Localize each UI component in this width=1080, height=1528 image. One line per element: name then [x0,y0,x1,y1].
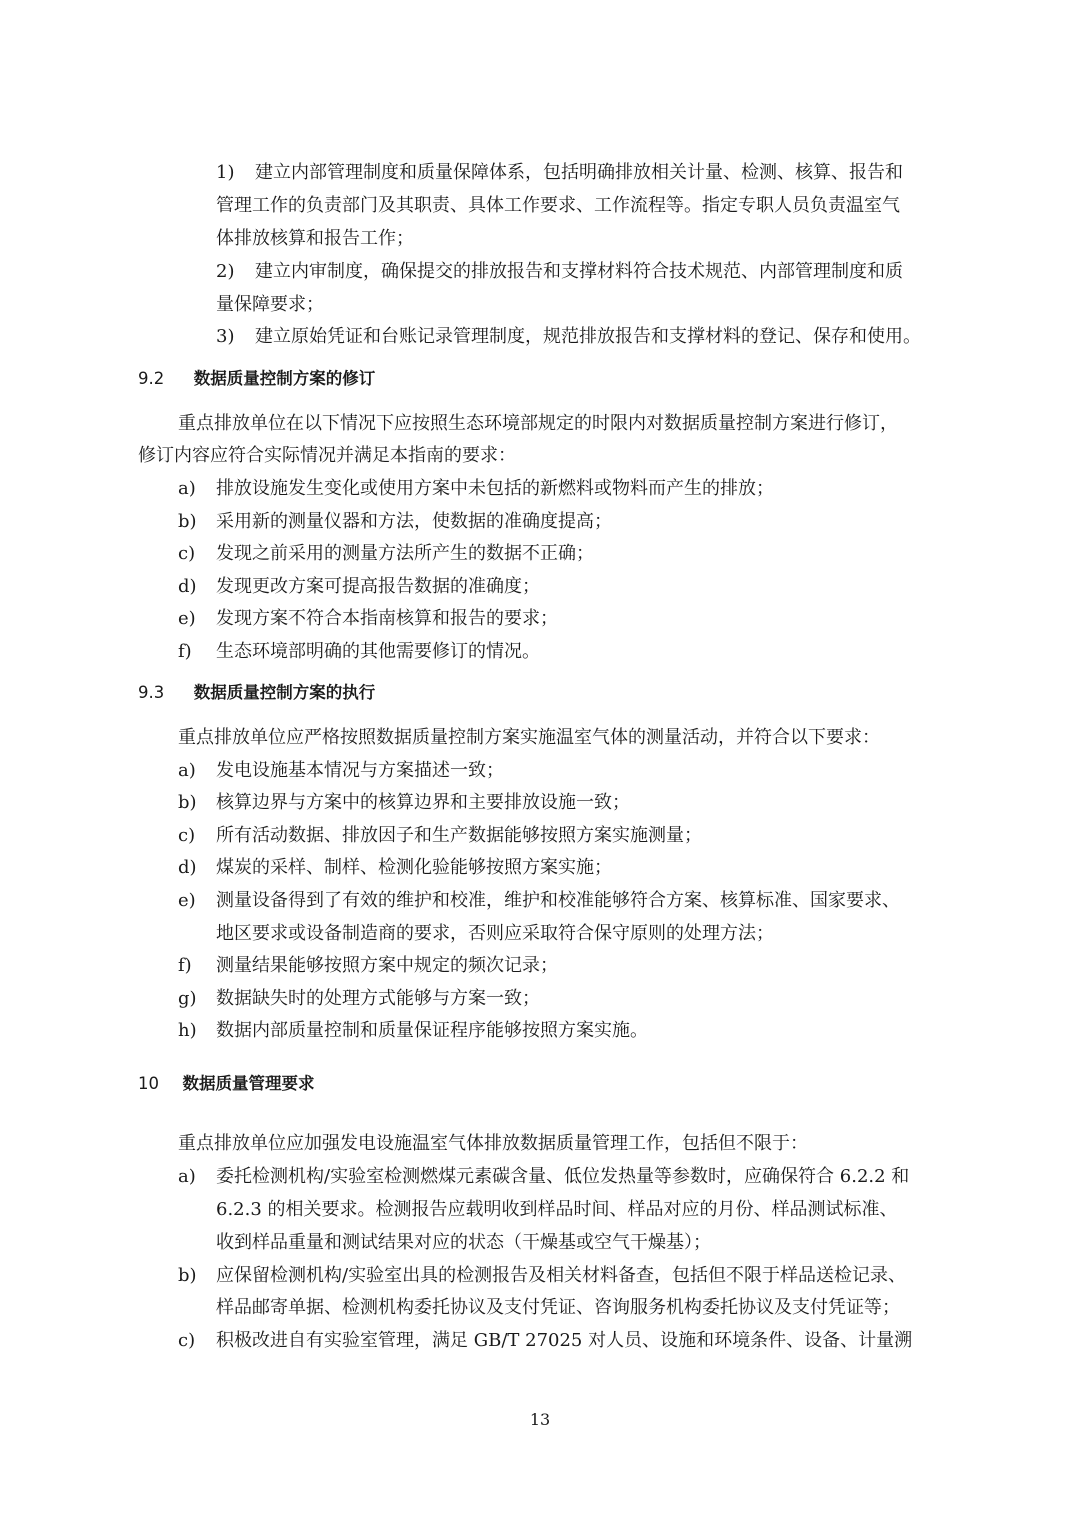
list-marker: a) [178,478,196,499]
list-marker: c) [178,1330,196,1351]
list-item-text: 发现之前采用的测量方法所产生的数据不正确； [216,543,594,564]
list-item-text: 委托检测机构/实验室检测燃煤元素碳含量、低位发热量等参数时，应确保符合 6.2.2 和 [216,1166,910,1187]
list-marker: c) [178,543,196,564]
list-item-text: 生态环境部明确的其他需要修订的情况。 [216,641,540,662]
list-marker: e) [178,608,196,629]
section-title: 数据质量控制方案的修订 [193,369,376,388]
list-marker: d) [178,576,197,597]
list-item-text: 积极改进自有实验室管理，满足 GB/T 27025 对人员、设施和环境条件、设备、计量溯 [216,1330,913,1351]
paragraph-text: 重点排放单位应严格按照数据质量控制方案实施温室气体的测量活动，并符合以下要求： [178,727,880,748]
section-heading [138,1071,315,1097]
list-item-text: 收到样品重量和测试结果对应的状态（干燥基或空气干燥基）； [216,1232,711,1253]
list-marker: b) [178,1265,197,1286]
page-number: 13 [529,1410,551,1429]
list-item-text: 数据缺失时的处理方式能够与方案一致； [216,988,540,1009]
list-marker: 3) [216,326,235,347]
list-item-text: 量保障要求； [216,294,324,315]
list-item-text: 发现更改方案可提高报告数据的准确度； [216,576,540,597]
list-marker: a) [178,760,196,781]
section-title: 数据质量控制方案的执行 [193,683,376,702]
list-marker: 1) [216,162,235,183]
list-item-text: 所有活动数据、排放因子和生产数据能够按照方案实施测量； [216,825,702,846]
list-item-text: 管理工作的负责部门及其职责、具体工作要求、工作流程等。指定专职人员负责温室气 [216,195,900,216]
section-heading [138,680,375,706]
list-item-text: 建立原始凭证和台账记录管理制度，规范排放报告和支撑材料的登记、保存和使用。 [255,326,921,347]
list-item-text: 体排放核算和报告工作； [216,228,414,249]
list-item-text: 应保留检测机构/实验室出具的检测报告及相关材料备查，包括但不限于样品送检记录、 [216,1265,907,1286]
list-marker: f) [178,641,192,662]
list-marker: f) [178,955,192,976]
list-item-text: 样品邮寄单据、检测机构委托协议及支付凭证、咨询服务机构委托协议及支付凭证等； [216,1297,900,1318]
section-number: 9.3 [138,683,165,702]
list-item-text: 排放设施发生变化或使用方案中未包括的新燃料或物料而产生的排放； [216,478,774,499]
section-heading [138,366,375,392]
section-number: 9.2 [138,369,165,388]
list-marker: c) [178,825,196,846]
paragraph-text: 重点排放单位在以下情况下应按照生态环境部规定的时限内对数据质量控制方案进行修订， [178,413,898,434]
section-number: 10 [138,1074,159,1093]
list-marker: d) [178,857,197,878]
list-item-text: 数据内部质量控制和质量保证程序能够按照方案实施。 [216,1020,648,1041]
list-item-text: 发现方案不符合本指南核算和报告的要求； [216,608,558,629]
list-marker: h) [178,1020,197,1041]
list-item-text: 煤炭的采样、制样、检测化验能够按照方案实施； [216,857,612,878]
list-item-text: 建立内审制度，确保提交的排放报告和支撑材料符合技术规范、内部管理制度和质 [255,261,903,282]
section-title: 数据质量管理要求 [182,1074,315,1093]
list-marker: g) [178,988,197,1009]
list-marker: b) [178,511,197,532]
list-marker: a) [178,1166,196,1187]
list-item-text: 建立内部管理制度和质量保障体系，包括明确排放相关计量、检测、核算、报告和 [255,162,903,183]
list-marker: b) [178,792,197,813]
list-item-text: 6.2.3 的相关要求。检测报告应载明收到样品时间、样品对应的月份、样品测试标准、 [216,1199,898,1220]
list-item-text: 发电设施基本情况与方案描述一致； [216,760,504,781]
list-marker: 2) [216,261,235,282]
list-item-text: 采用新的测量仪器和方法，使数据的准确度提高； [216,511,612,532]
list-marker: e) [178,890,196,911]
list-item-text: 测量结果能够按照方案中规定的频次记录； [216,955,558,976]
paragraph-text: 重点排放单位应加强发电设施温室气体排放数据质量管理工作，包括但不限于： [178,1133,808,1154]
paragraph-text: 修订内容应符合实际情况并满足本指南的要求： [138,445,516,466]
list-item-text: 地区要求或设备制造商的要求，否则应采取符合保守原则的处理方法； [216,923,774,944]
list-item-text: 测量设备得到了有效的维护和校准，维护和校准能够符合方案、核算标准、国家要求、 [216,890,900,911]
list-item-text: 核算边界与方案中的核算边界和主要排放设施一致； [216,792,630,813]
